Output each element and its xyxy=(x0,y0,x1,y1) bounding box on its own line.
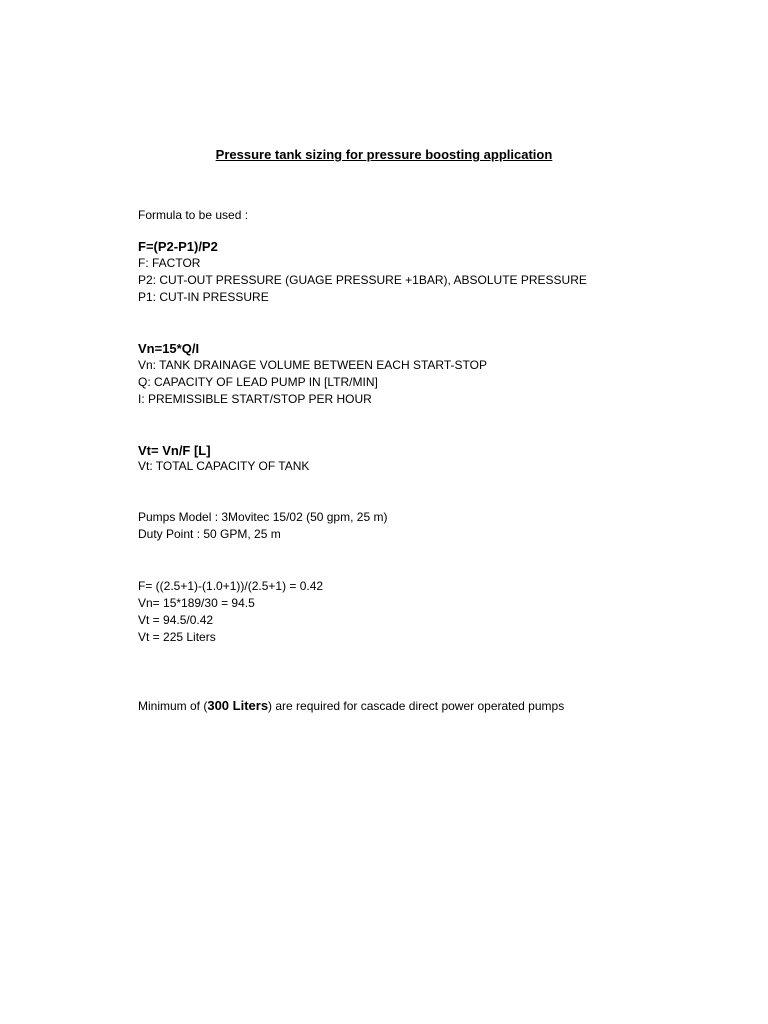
document-title: Pressure tank sizing for pressure boosting application xyxy=(215,147,553,162)
factor-definition-p2: P2: CUT-OUT PRESSURE (GUAGE PRESSURE +1BAR), ABSOLUTE PRESSURE xyxy=(138,273,587,287)
intro-text: Formula to be used : xyxy=(138,208,249,222)
conclusion-highlight: 300 Liters xyxy=(207,698,269,713)
calc-total-expression: Vt = 94.5/0.42 xyxy=(138,613,214,627)
drainage-formula: Vn=15*Q/I xyxy=(138,341,200,356)
factor-definition-p1: P1: CUT-IN PRESSURE xyxy=(138,290,269,304)
total-formula: Vt= Vn/F [L] xyxy=(138,443,211,458)
drainage-definition-vn: Vn: TANK DRAINAGE VOLUME BETWEEN EACH START-STOP xyxy=(138,358,487,372)
drainage-definition-q: Q: CAPACITY OF LEAD PUMP IN [LTR/MIN] xyxy=(138,375,378,389)
calc-factor: F= ((2.5+1)-(1.0+1))/(2.5+1) = 0.42 xyxy=(138,579,324,593)
conclusion-prefix: Minimum of ( xyxy=(138,699,208,713)
duty-point: Duty Point : 50 GPM, 25 m xyxy=(138,527,281,541)
conclusion-text xyxy=(138,697,564,715)
total-definition-vt: Vt: TOTAL CAPACITY OF TANK xyxy=(138,459,310,473)
calc-total-result: Vt = 225 Liters xyxy=(138,630,216,644)
conclusion-suffix: ) are required for cascade direct power operated pumps xyxy=(268,699,565,713)
pump-model: Pumps Model : 3Movitec 15/02 (50 gpm, 25 m) xyxy=(138,510,388,524)
drainage-definition-i: I: PREMISSIBLE START/STOP PER HOUR xyxy=(138,392,372,406)
factor-formula: F=(P2-P1)/P2 xyxy=(138,239,218,254)
factor-definition-f: F: FACTOR xyxy=(138,256,201,270)
calc-drainage-volume: Vn= 15*189/30 = 94.5 xyxy=(138,596,255,610)
